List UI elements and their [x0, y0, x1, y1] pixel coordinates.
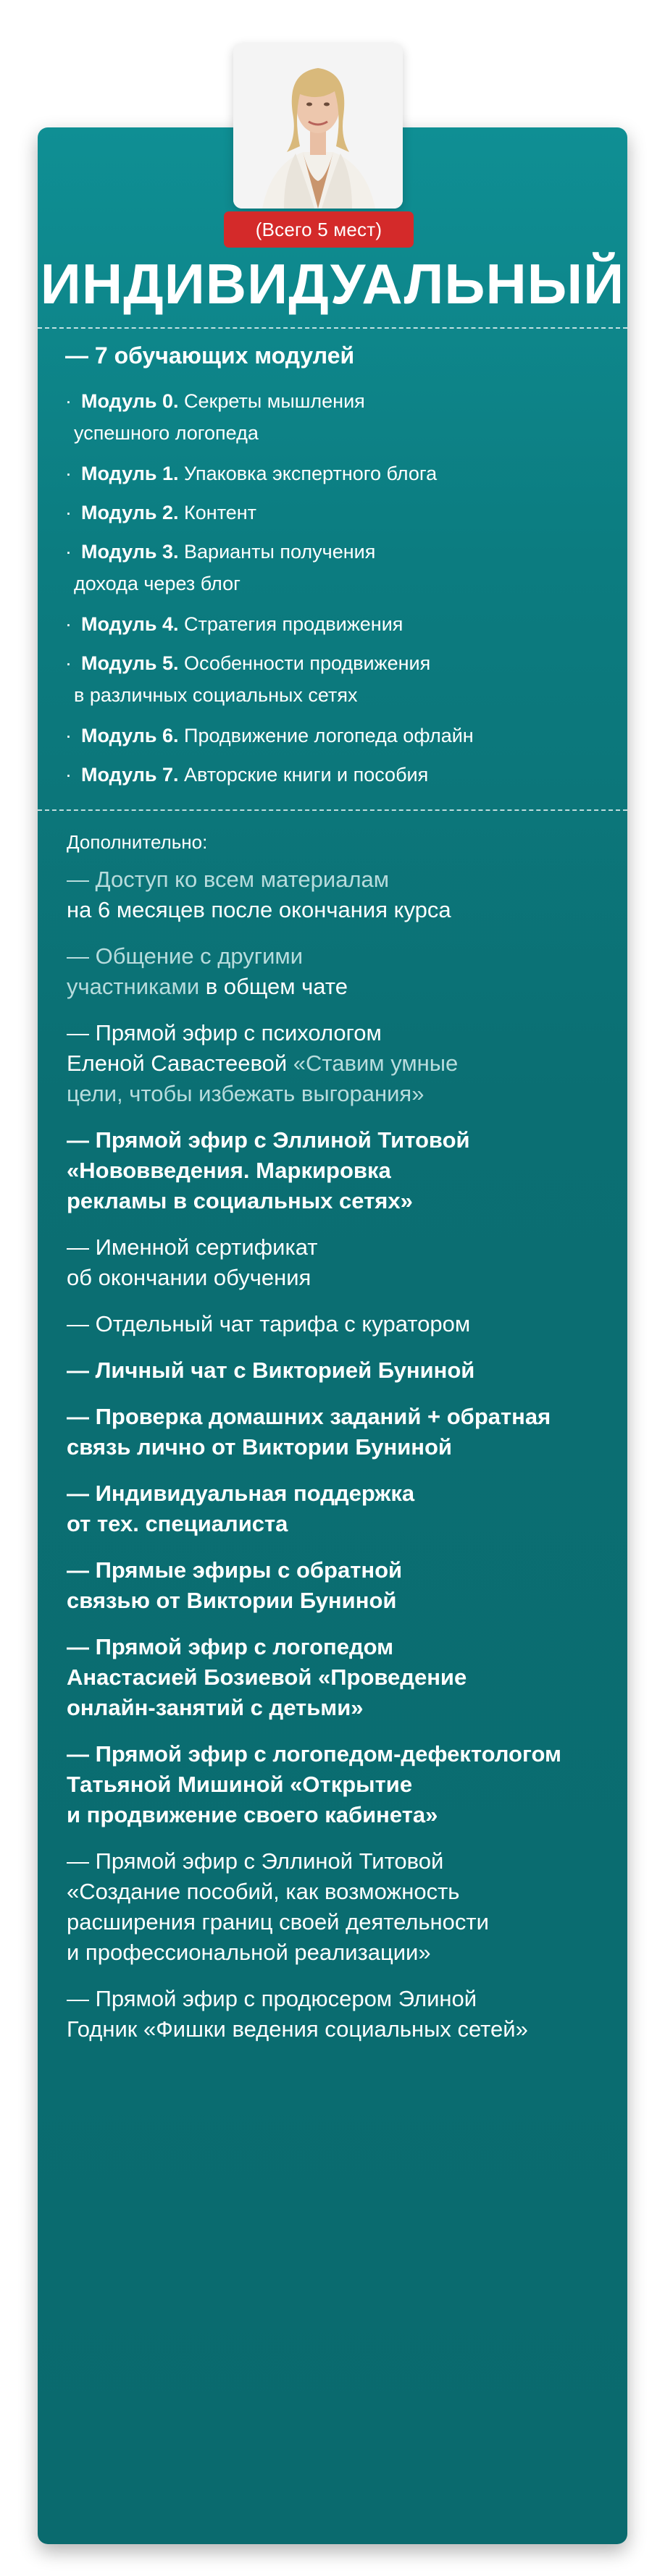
- module-1: · Модуль 1. Упаковка экспертного блога: [65, 463, 438, 484]
- extra-psych-line2: [67, 1048, 458, 1079]
- extra-godnik-line2: Годник «Фишки ведения социальных сетей»: [67, 2016, 528, 2042]
- extra-bozieva-line3: онлайн-занятий с детьми»: [67, 1695, 364, 1720]
- module-2: · Модуль 2. Контент: [65, 502, 257, 523]
- module-0: · Модуль 0. Секреты мышления: [65, 390, 365, 412]
- extra-titova2-line4: и профессиональной реализации»: [67, 1940, 431, 1965]
- extra-bozieva-line1: — Прямой эфир с логопедом: [67, 1634, 394, 1659]
- extra-godnik-line1: — Прямой эфир с продюсером Элиной: [67, 1986, 477, 2011]
- extra-psych-topic: «Ставим умные: [293, 1051, 459, 1076]
- divider-top: [38, 327, 627, 329]
- extra-mishina-line3: и продвижение своего кабинета»: [67, 1802, 438, 1827]
- extra-support-line1: — Индивидуальная поддержка: [67, 1481, 415, 1506]
- module-label: Модуль 4.: [81, 613, 179, 635]
- module-5-cont: в различных социальных сетях: [74, 684, 358, 706]
- extra-titova2-line1: — Прямой эфир с Эллиной Титовой: [67, 1848, 444, 1874]
- module-3: · Модуль 3. Варианты получения: [65, 541, 376, 563]
- module-7: · Модуль 7. Авторские книги и пособия: [65, 764, 429, 786]
- extra-psych-name: Еленой Савастеевой: [67, 1051, 293, 1076]
- module-label: Модуль 3.: [81, 541, 179, 563]
- module-0-cont: успешного логопеда: [74, 422, 259, 444]
- extra-cert-line1: — Именной сертификат: [67, 1234, 318, 1260]
- module-label: Модуль 7.: [81, 764, 179, 786]
- extra-curator-chat: — Отдельный чат тарифа с куратором: [67, 1311, 471, 1337]
- extra-access-line1: — Доступ ко всем материалам: [67, 867, 390, 892]
- extra-homework-line2: связь лично от Виктории Буниной: [67, 1434, 452, 1460]
- extra-live-feedback-line2: связью от Виктории Буниной: [67, 1588, 397, 1613]
- extra-chat-line2: [67, 972, 348, 1002]
- extra-support-line2: от тех. специалиста: [67, 1511, 288, 1536]
- extra-homework-line1: — Проверка домашних заданий + обратная: [67, 1404, 551, 1429]
- presenter-portrait-image: [233, 43, 403, 209]
- extra-mishina-line2: Татьяной Мишиной «Открытие: [67, 1772, 413, 1797]
- module-text: Секреты мышления: [178, 390, 365, 412]
- module-text: Авторские книги и пособия: [178, 764, 429, 786]
- module-4: · Модуль 4. Стратегия продвижения: [65, 613, 403, 635]
- extra-live-feedback-line1: — Прямые эфиры с обратной: [67, 1557, 403, 1583]
- module-label: Модуль 0.: [81, 390, 179, 412]
- tariff-title: ИНДИВИДУАЛЬНЫЙ: [40, 252, 625, 316]
- module-text: Контент: [178, 502, 257, 523]
- extra-titova-line2: «Нововведения. Маркировка: [67, 1158, 391, 1183]
- module-text: Стратегия продвижения: [178, 613, 403, 635]
- module-text: Варианты получения: [178, 541, 376, 563]
- extra-cert-line2: об окончании обучения: [67, 1265, 311, 1290]
- extra-mishina-line1: — Прямой эфир с логопедом-дефектологом: [67, 1741, 561, 1767]
- extra-titova-line3: рекламы в социальных сетях»: [67, 1188, 413, 1213]
- extra-psych-line1: — Прямой эфир с психологом: [67, 1020, 382, 1045]
- module-text: Особенности продвижения: [178, 652, 431, 674]
- extra-chat-rest: в общем чате: [199, 974, 348, 999]
- extra-bozieva-line2: Анастасией Бозиевой «Проведение: [67, 1664, 467, 1690]
- module-label: Модуль 6.: [81, 725, 179, 746]
- seats-badge: (Всего 5 мест): [224, 211, 414, 248]
- extra-titova2-line3: расширения границ своей деятельности: [67, 1909, 489, 1935]
- extras-heading: Дополнительно:: [67, 831, 208, 853]
- extra-psych-line3: цели, чтобы избежать выгорания»: [67, 1081, 424, 1106]
- module-label: Модуль 5.: [81, 652, 179, 674]
- modules-heading: — 7 обучающих модулей: [65, 342, 355, 369]
- presenter-photo: [233, 43, 403, 209]
- module-6: · Модуль 6. Продвижение логопеда офлайн: [65, 725, 474, 746]
- extra-personal-chat: — Личный чат с Викторией Буниной: [67, 1358, 475, 1383]
- extra-titova-line1: — Прямой эфир с Эллиной Титовой: [67, 1127, 470, 1153]
- module-label: Модуль 2.: [81, 502, 179, 523]
- divider-middle: [38, 809, 627, 811]
- extra-titova2-line2: «Создание пособий, как возможность: [67, 1879, 460, 1904]
- module-label: Модуль 1.: [81, 463, 179, 484]
- extra-chat-muted: участниками: [67, 974, 200, 999]
- module-3-cont: дохода через блог: [74, 573, 241, 594]
- extra-access-line2: на 6 месяцев после окончания курса: [67, 897, 451, 922]
- module-text: Упаковка экспертного блога: [178, 463, 438, 484]
- module-text: Продвижение логопеда офлайн: [178, 725, 474, 746]
- module-5: · Модуль 5. Особенности продвижения: [65, 652, 431, 674]
- extra-chat-line1: — Общение с другими: [67, 943, 304, 969]
